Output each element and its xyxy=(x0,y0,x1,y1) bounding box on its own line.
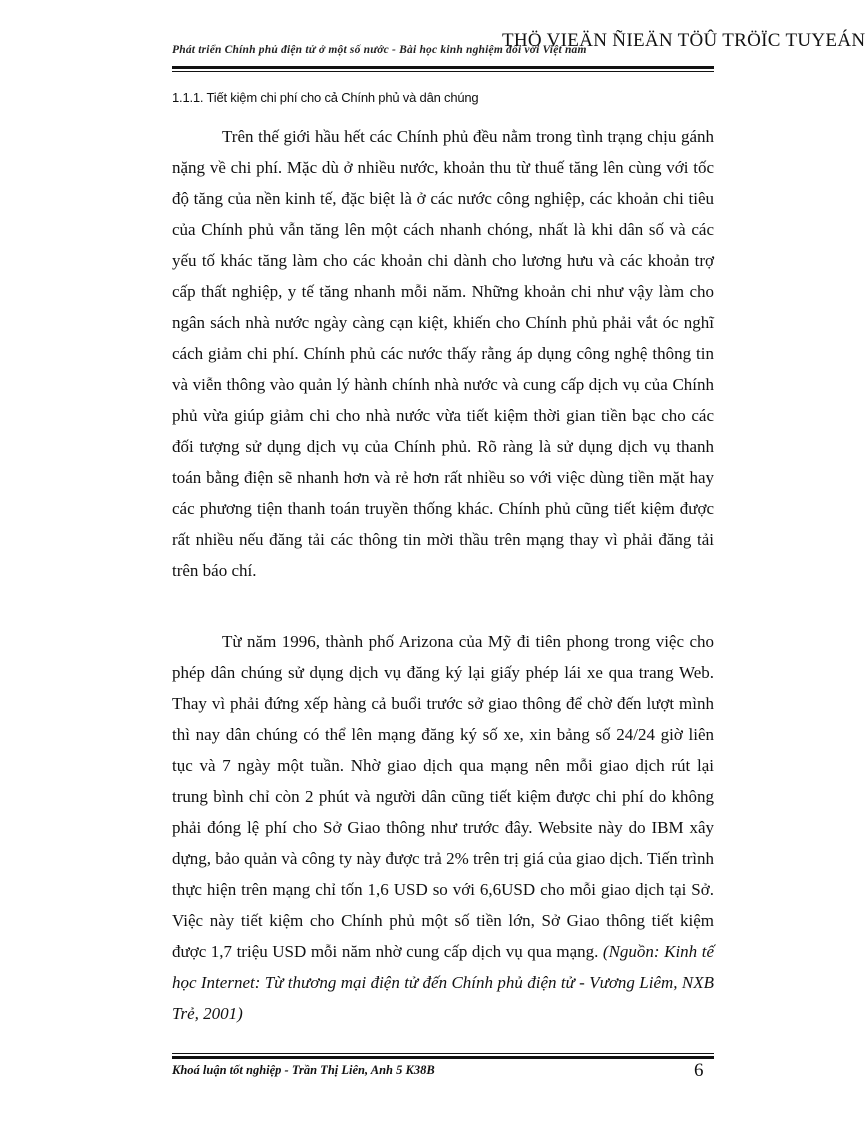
footer-rule-thin xyxy=(172,1053,714,1054)
running-header-title: Phát triển Chính phủ điện tử ở một số nước - Bài học kinh nghiệm đối với Việt nam xyxy=(172,44,587,56)
section-heading: 1.1.1. Tiết kiệm chi phí cho cả Chính phủ và dân chúng xyxy=(172,90,479,105)
header-rule xyxy=(172,66,714,69)
paragraph-2-text: Từ năm 1996, thành phố Arizona của Mỹ đi tiên phong trong việc cho phép dân chúng sử dụng dịch vụ đăng ký lại giấy phép lái xe qua trang Web. Thay vì phải đứng xếp hàng cả buổi trước sở giao thông để chờ đến lượt mình thì nay dân chúng có thể lên mạng đăng ký số xe, xin bảng số 24/24 giờ liên tục và 7 ngày một tuần. Nhờ giao dịch qua mạng nên mỗi giao dịch rút lại trung bình chỉ còn 2 phút và người dân cũng tiết kiệm được chi phí do không phải đóng lệ phí cho Sở Giao thông như trước đây. Website này do IBM xây dựng, bảo quản và công ty này được trả 2% trên trị giá của giao dịch. Tiến trình thực hiện trên mạng chỉ tốn 1,6 USD so với 6,6USD cho mỗi giao dịch tại Sở. Việc này tiết kiệm cho Chính phủ một số tiền lớn, Sở Giao thông tiết kiệm được 1,7 triệu USD mỗi năm nhờ cung cấp dịch vụ qua mạng. xyxy=(172,632,714,961)
footer-author: Khoá luận tốt nghiệp - Trần Thị Liên, Anh 5 K38B xyxy=(172,1063,435,1077)
paragraph-1-text: Trên thế giới hầu hết các Chính phủ đều nằm trong tình trạng chịu gánh nặng về chi phí. Mặc dù ở nhiều nước, khoản thu từ thuế tăng lên cùng với tốc độ tăng của nền kinh tế, đặc biệt là ở các nước công nghiệp, các khoản chi tiêu của Chính phủ vẫn tăng lên một cách nhanh chóng, nhất là khi dân số và các yếu tố khác tăng làm cho các khoản chi dành cho lương hưu và các khoản trợ cấp thất nghiệp, y tế tăng nhanh mỗi năm. Những khoản chi như vậy làm cho ngân sách nhà nước ngày càng cạn kiệt, khiến cho Chính phủ phải vắt óc nghĩ cách giảm chi phí. Chính phủ các nước thấy rằng áp dụng công nghệ thông tin và viễn thông vào quản lý hành chính nhà nước và cung cấp dịch vụ của Chính phủ vừa giúp giảm chi cho nhà nước vừa tiết kiệm thời gian tiền bạc cho các đối tượng sử dụng dịch vụ của Chính phủ. Rõ ràng là sử dụng dịch vụ thanh toán bằng điện sẽ nhanh hơn và rẻ hơn rất nhiều so với việc dùng tiền mặt hay các phương tiện thanh toán truyền thống khác. Chính phủ cũng tiết kiệm được rất nhiều nếu đăng tải các thông tin mời thầu trên mạng thay vì phải đăng tải trên báo chí. xyxy=(172,127,714,580)
body-paragraph-1 xyxy=(172,121,714,586)
library-watermark: THÖ VIEÄN ÑIEÄN TÖÛ TRÖÏC TUYEÁN xyxy=(502,30,865,51)
page-number: 6 xyxy=(694,1060,704,1081)
source-citation: (Nguồn: Kinh tế học Internet: Từ thương mại điện tử đến Chính phủ điện tử - Vương Liêm, NXB Trẻ, 2001) xyxy=(172,942,714,1023)
header-rule-thin xyxy=(172,71,714,72)
body-paragraph-2 xyxy=(172,626,714,1029)
footer-rule xyxy=(172,1056,714,1059)
